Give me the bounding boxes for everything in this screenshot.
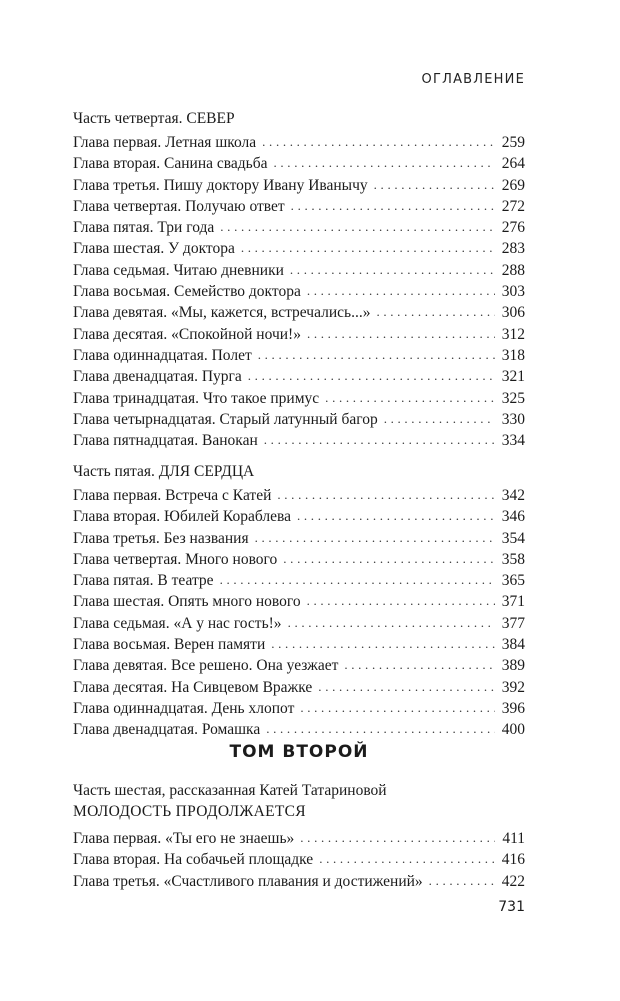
toc-entry: [73, 132, 525, 153]
dot-leader: [262, 131, 495, 152]
dot-leader: [220, 216, 495, 237]
toc-entry: [73, 238, 525, 259]
dot-leader: [290, 259, 495, 280]
chapter-page-number: 400: [501, 721, 525, 739]
chapter-page-number: 276: [501, 219, 525, 237]
volume-title: ТОМ ВТОРОЙ: [229, 742, 369, 762]
chapter-page-number: 396: [501, 699, 525, 717]
chapter-page-number: 384: [501, 636, 525, 654]
chapter-list: [73, 485, 525, 741]
chapter-title: Глава десятая. На Сивцевом Вражке: [73, 678, 313, 696]
chapter-page-number: 377: [501, 614, 525, 632]
dot-leader: [344, 654, 495, 675]
chapter-title: Глава первая. Встреча с Катей: [73, 487, 272, 504]
toc-entry: [73, 345, 525, 366]
chapter-page-number: 346: [501, 508, 525, 526]
dot-leader: [274, 152, 496, 173]
chapter-page-number: 269: [501, 176, 525, 194]
toc-entry: [73, 871, 525, 892]
toc-entry: [73, 849, 525, 870]
chapter-title: Глава девятая. Все решено. Она уезжает: [73, 657, 339, 675]
chapter-page-number: 312: [501, 325, 525, 343]
chapter-title: Глава седьмая. «А у нас гость!»: [73, 614, 282, 632]
chapter-title: Глава шестая. Опять много нового: [73, 593, 301, 611]
chapter-page-number: 371: [501, 593, 525, 611]
chapter-page-number: 389: [501, 657, 525, 675]
toc-entry: [73, 528, 525, 549]
chapter-page-number: 325: [501, 389, 525, 407]
chapter-title: Глава пятая. В театре: [73, 572, 214, 590]
chapter-page-number: 342: [501, 487, 525, 504]
toc-entry: [73, 175, 525, 196]
toc-entry: [73, 698, 525, 719]
chapter-list: [73, 828, 525, 892]
dot-leader: [266, 718, 495, 739]
toc-entry: [73, 570, 525, 591]
chapter-page-number: 272: [501, 197, 525, 215]
chapter-title: Глава восьмая. Семейство доктора: [73, 283, 301, 301]
toc-entry: [73, 153, 525, 174]
chapter-page-number: 392: [501, 678, 525, 696]
dot-leader: [248, 365, 495, 386]
dot-leader: [258, 344, 495, 365]
dot-leader: [384, 408, 495, 429]
toc-entry: [73, 281, 525, 302]
chapter-page-number: 303: [501, 283, 525, 301]
chapter-page-number: 411: [502, 830, 525, 847]
toc-section-part4: [73, 108, 525, 451]
toc-entry: [73, 634, 525, 655]
chapter-page-number: 264: [501, 155, 525, 173]
dot-leader: [318, 676, 495, 697]
toc-section-part5: [73, 461, 525, 741]
chapter-title: Глава пятая. Три года: [73, 219, 215, 237]
chapter-title: Глава седьмая. Читаю дневники: [73, 261, 284, 279]
toc-entry: [73, 719, 525, 740]
chapter-title: Глава одиннадцатая. День хлопот: [73, 699, 295, 717]
chapter-title: Глава четырнадцатая. Старый латунный багор: [73, 410, 378, 428]
toc-entry: [73, 302, 525, 323]
chapter-title: Глава вторая. Санина свадьба: [73, 155, 268, 173]
part-title-line2: МОЛОДОСТЬ ПРОДОЛЖАЕТСЯ: [73, 803, 306, 820]
dot-leader: [241, 237, 495, 258]
chapter-title: Глава четвертая. Получаю ответ: [73, 197, 285, 215]
chapter-title: Глава тринадцатая. Что такое примус: [73, 389, 320, 407]
chapter-page-number: 306: [501, 304, 525, 322]
chapter-title: Глава десятая. «Спокойной ночи!»: [73, 325, 301, 343]
chapter-page-number: 422: [501, 872, 525, 890]
chapter-title: Глава первая. «Ты его не знаешь»: [73, 830, 295, 847]
toc-section-part6: [73, 780, 525, 892]
chapter-page-number: 259: [501, 134, 525, 151]
dot-leader: [300, 827, 495, 848]
toc-entry: [73, 260, 525, 281]
chapter-page-number: 283: [501, 240, 525, 258]
dot-leader: [307, 590, 495, 611]
page-number: 731: [498, 899, 525, 915]
chapter-title: Глава вторая. На собачьей площадке: [73, 851, 314, 869]
toc-entry: [73, 409, 525, 430]
dot-leader: [300, 697, 495, 718]
chapter-title: Глава девятая. «Мы, кажется, встречались...»: [73, 304, 371, 322]
toc-entry: [73, 366, 525, 387]
chapter-title: Глава двенадцатая. Пурга: [73, 368, 242, 386]
dot-leader: [277, 484, 495, 505]
dot-leader: [319, 848, 495, 869]
toc-entry: [73, 591, 525, 612]
part-title: Часть четвертая. СЕВЕР: [73, 110, 235, 127]
toc-entry: [73, 430, 525, 451]
dot-leader: [374, 174, 495, 195]
dot-leader: [271, 633, 495, 654]
chapter-page-number: 334: [501, 432, 525, 450]
toc-entry: [73, 549, 525, 570]
dot-leader: [291, 195, 495, 216]
toc-entry: [73, 828, 525, 849]
toc-entry: [73, 655, 525, 676]
chapter-title: Глава первая. Летная школа: [73, 134, 257, 151]
dot-leader: [376, 301, 495, 322]
dot-leader: [264, 429, 495, 450]
chapter-title: Глава четвертая. Много нового: [73, 550, 278, 568]
part-title-line1: Часть шестая, рассказанная Катей Татариновой: [73, 782, 387, 799]
dot-leader: [307, 280, 495, 301]
toc-entry: [73, 613, 525, 634]
dot-leader: [255, 527, 495, 548]
chapter-title: Глава пятнадцатая. Ванокан: [73, 432, 258, 450]
chapter-title: Глава третья. Пишу доктору Ивану Иванычу: [73, 176, 368, 194]
toc-entry: [73, 485, 525, 506]
chapter-title: Глава восьмая. Верен памяти: [73, 636, 266, 654]
chapter-page-number: 330: [501, 410, 525, 428]
chapter-page-number: 288: [501, 261, 525, 279]
chapter-title: Глава двенадцатая. Ромашка: [73, 721, 261, 739]
part-title: Часть пятая. ДЛЯ СЕРДЦА: [73, 463, 255, 480]
dot-leader: [297, 505, 495, 526]
toc-entry: [73, 217, 525, 238]
chapter-page-number: 358: [501, 550, 525, 568]
chapter-page-number: 321: [501, 368, 525, 386]
dot-leader: [283, 548, 495, 569]
chapter-page-number: 365: [501, 572, 525, 590]
dot-leader: [220, 569, 495, 590]
toc-entry: [73, 677, 525, 698]
chapter-title: Глава третья. Без названия: [73, 529, 249, 547]
dot-leader: [429, 870, 495, 891]
chapter-title: Глава третья. «Счастливого плавания и достижений»: [73, 872, 423, 890]
dot-leader: [307, 323, 495, 344]
chapter-title: Глава одиннадцатая. Полет: [73, 346, 252, 364]
chapter-list: [73, 132, 525, 451]
dot-leader: [325, 387, 495, 408]
chapter-page-number: 318: [501, 346, 525, 364]
dot-leader: [288, 612, 495, 633]
toc-entry: [73, 196, 525, 217]
chapter-page-number: 416: [501, 851, 525, 869]
toc-entry: [73, 324, 525, 345]
running-head: ОГЛАВЛЕНИЕ: [421, 72, 525, 87]
toc-entry: [73, 506, 525, 527]
chapter-title: Глава вторая. Юбилей Кораблева: [73, 508, 291, 526]
chapter-page-number: 354: [501, 529, 525, 547]
toc-entry: [73, 388, 525, 409]
chapter-title: Глава шестая. У доктора: [73, 240, 235, 258]
